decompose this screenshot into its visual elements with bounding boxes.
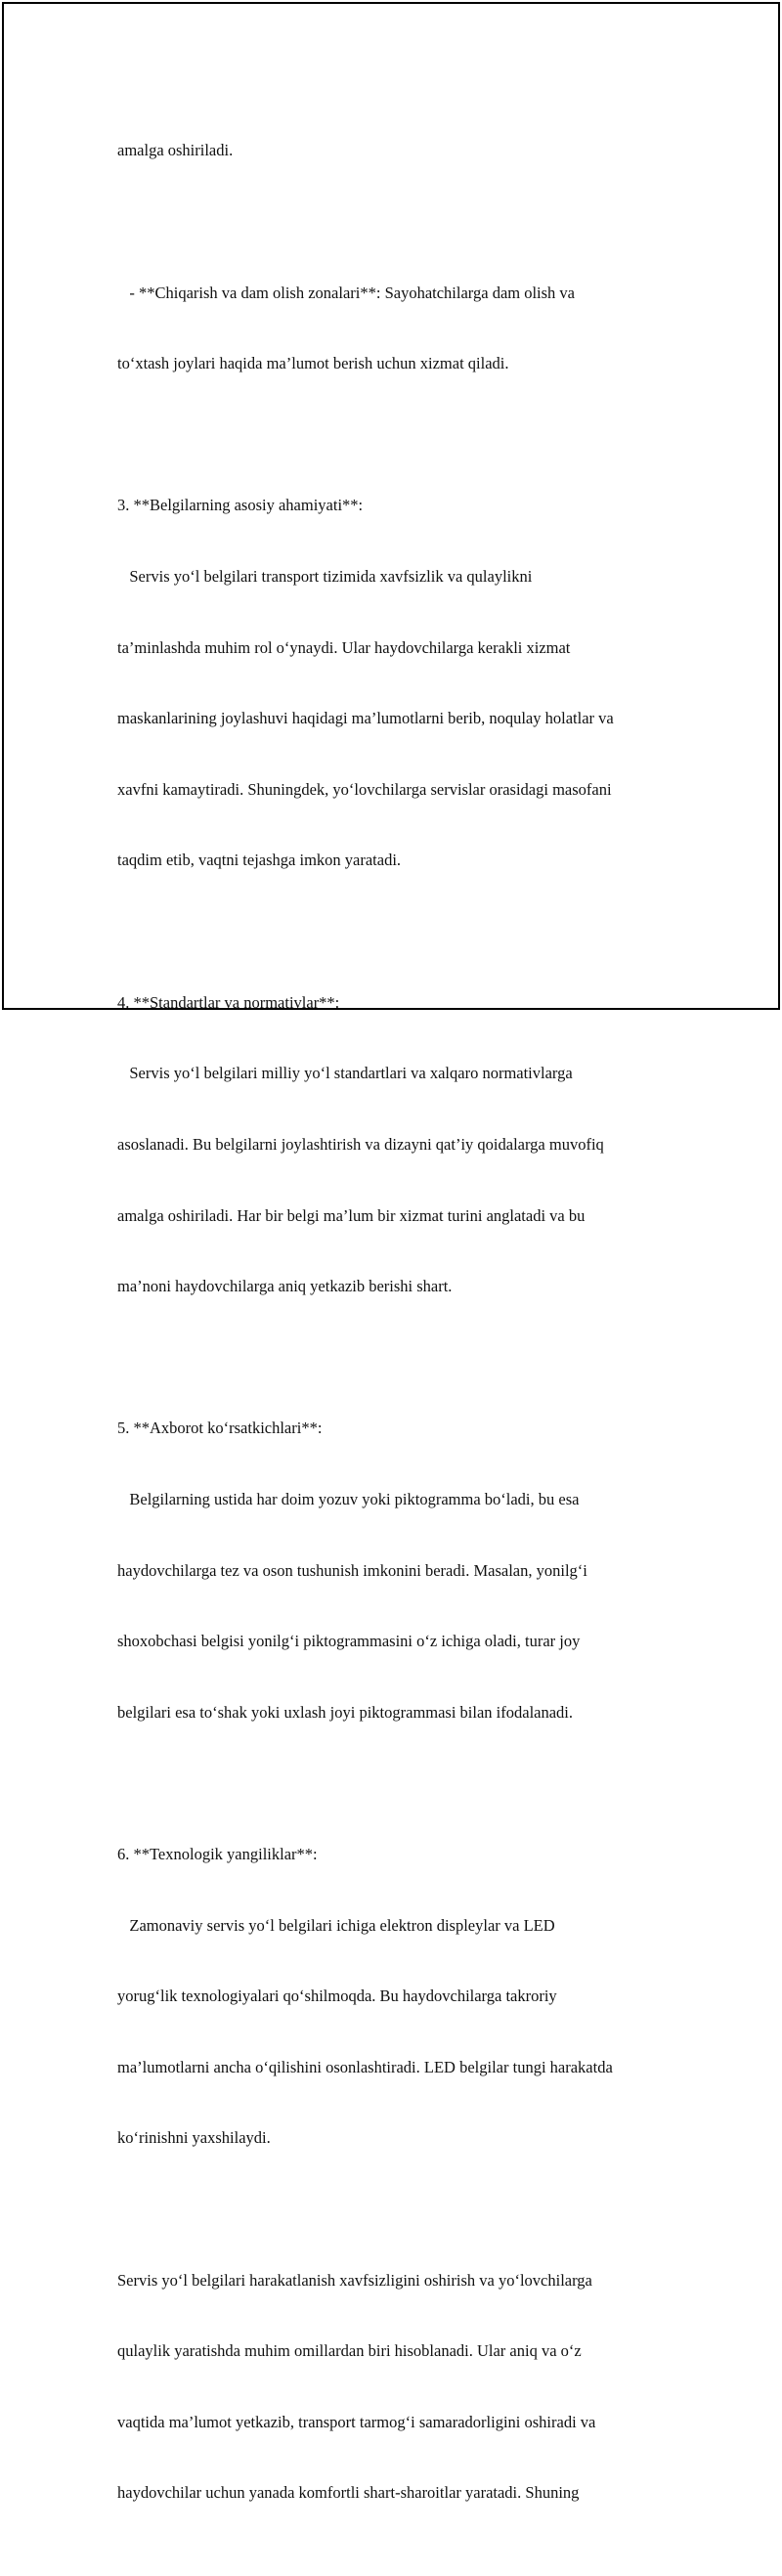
text-line: xavfni kamaytiradi. Shuningdek, yo‘lovchilarga servislar orasidagi masofani bbox=[117, 779, 612, 799]
paragraph-section-6 bbox=[117, 1796, 694, 2198]
text-line: taqdim etib, vaqtni tejashga imkon yaratadi. bbox=[117, 851, 402, 870]
text-line: Servis yo‘l belgilari milliy yo‘l standartlari va xalqaro normativlarga bbox=[117, 1064, 573, 1083]
text-line: Servis yo‘l belgilari harakatlanish xavfsizligini oshirish va yo‘lovchilarga bbox=[117, 2270, 592, 2290]
text-line: Belgilarning ustida har doim yozuv yoki piktogramma bo‘ladi, bu esa bbox=[117, 1489, 580, 1508]
text-line: qulaylik yaratishda muhim omillardan biri hisoblanadi. Ular aniq va o‘z bbox=[117, 2341, 582, 2361]
text-line: ma’noni haydovchilarga aniq yetkazib berishi shart. bbox=[117, 1277, 453, 1296]
section-heading: 6. **Texnologik yangiliklar**: bbox=[117, 1844, 318, 1863]
text-line: maskanlarining joylashuvi haqidagi ma’lumotlarni berib, noqulay holatlar va bbox=[117, 709, 614, 728]
section-heading: 5. **Axborot ko‘rsatkichlari**: bbox=[117, 1419, 323, 1438]
paragraph-continuation bbox=[117, 92, 694, 210]
text-line: Servis yo‘l belgilari transport tizimida xavfsizlik va qulaylikni bbox=[117, 567, 533, 587]
document-page bbox=[2, 2, 780, 2503]
text-line: ko‘rinishni yaxshilaydi. bbox=[117, 2128, 271, 2148]
text-line: vaqtida ma’lumot yetkazib, transport tarmog‘i samaradorligini oshiradi va bbox=[117, 2412, 596, 2431]
text-line: - **Chiqarish va dam olish zonalari**: Sayohatchilarga dam olish va bbox=[117, 283, 576, 302]
text-line: ta’minlashda muhim rol o‘ynaydi. Ular haydovchilarga kerakli xizmat bbox=[117, 637, 571, 657]
text-line: ma’lumotlarni ancha o‘qilishini osonlashtiradi. LED belgilar tungi harakatda bbox=[117, 2057, 613, 2076]
text-line: Zamonaviy servis yo‘l belgilari ichiga elektron displeylar va LED bbox=[117, 1915, 555, 1935]
text-line: amalga oshiriladi. Har bir belgi ma’lum bir xizmat turini anglatadi va bu bbox=[117, 1205, 586, 1225]
document-body bbox=[117, 92, 694, 2576]
paragraph-conclusion bbox=[117, 2221, 694, 2553]
paragraph-section-4 bbox=[117, 943, 694, 1345]
text-line: to‘xtash joylari haqida ma’lumot berish uchun xizmat qiladi. bbox=[117, 354, 509, 373]
text-line: asoslanadi. Bu belgilarni joylashtirish va dizayni qat’iy qoidalarga muvofiq bbox=[117, 1134, 604, 1154]
text-line: yorug‘lik texnologiyalari qo‘shilmoqda. Bu haydovchilarga takroriy bbox=[117, 1987, 557, 2006]
text-line: amalga oshiriladi. bbox=[117, 141, 234, 160]
section-heading: 4. **Standartlar va normativlar**: bbox=[117, 992, 340, 1012]
paragraph-section-5 bbox=[117, 1370, 694, 1771]
text-line: haydovchilar uchun yanada komfortli shart-sharoitlar yaratadi. Shuning bbox=[117, 2483, 580, 2503]
text-line: shoxobchasi belgisi yonilg‘i piktogrammasini o‘z ichiga oladi, turar joy bbox=[117, 1632, 581, 1651]
text-line: belgilari esa to‘shak yoki uxlash joyi piktogrammasi bilan ifodalanadi. bbox=[117, 1702, 574, 1722]
text-line: haydovchilarga tez va oson tushunish imkonini beradi. Masalan, yonilg‘i bbox=[117, 1560, 587, 1580]
paragraph-exit-rest-zones bbox=[117, 234, 694, 423]
section-heading: 3. **Belgilarning asosiy ahamiyati**: bbox=[117, 496, 364, 515]
paragraph-section-3 bbox=[117, 447, 694, 920]
